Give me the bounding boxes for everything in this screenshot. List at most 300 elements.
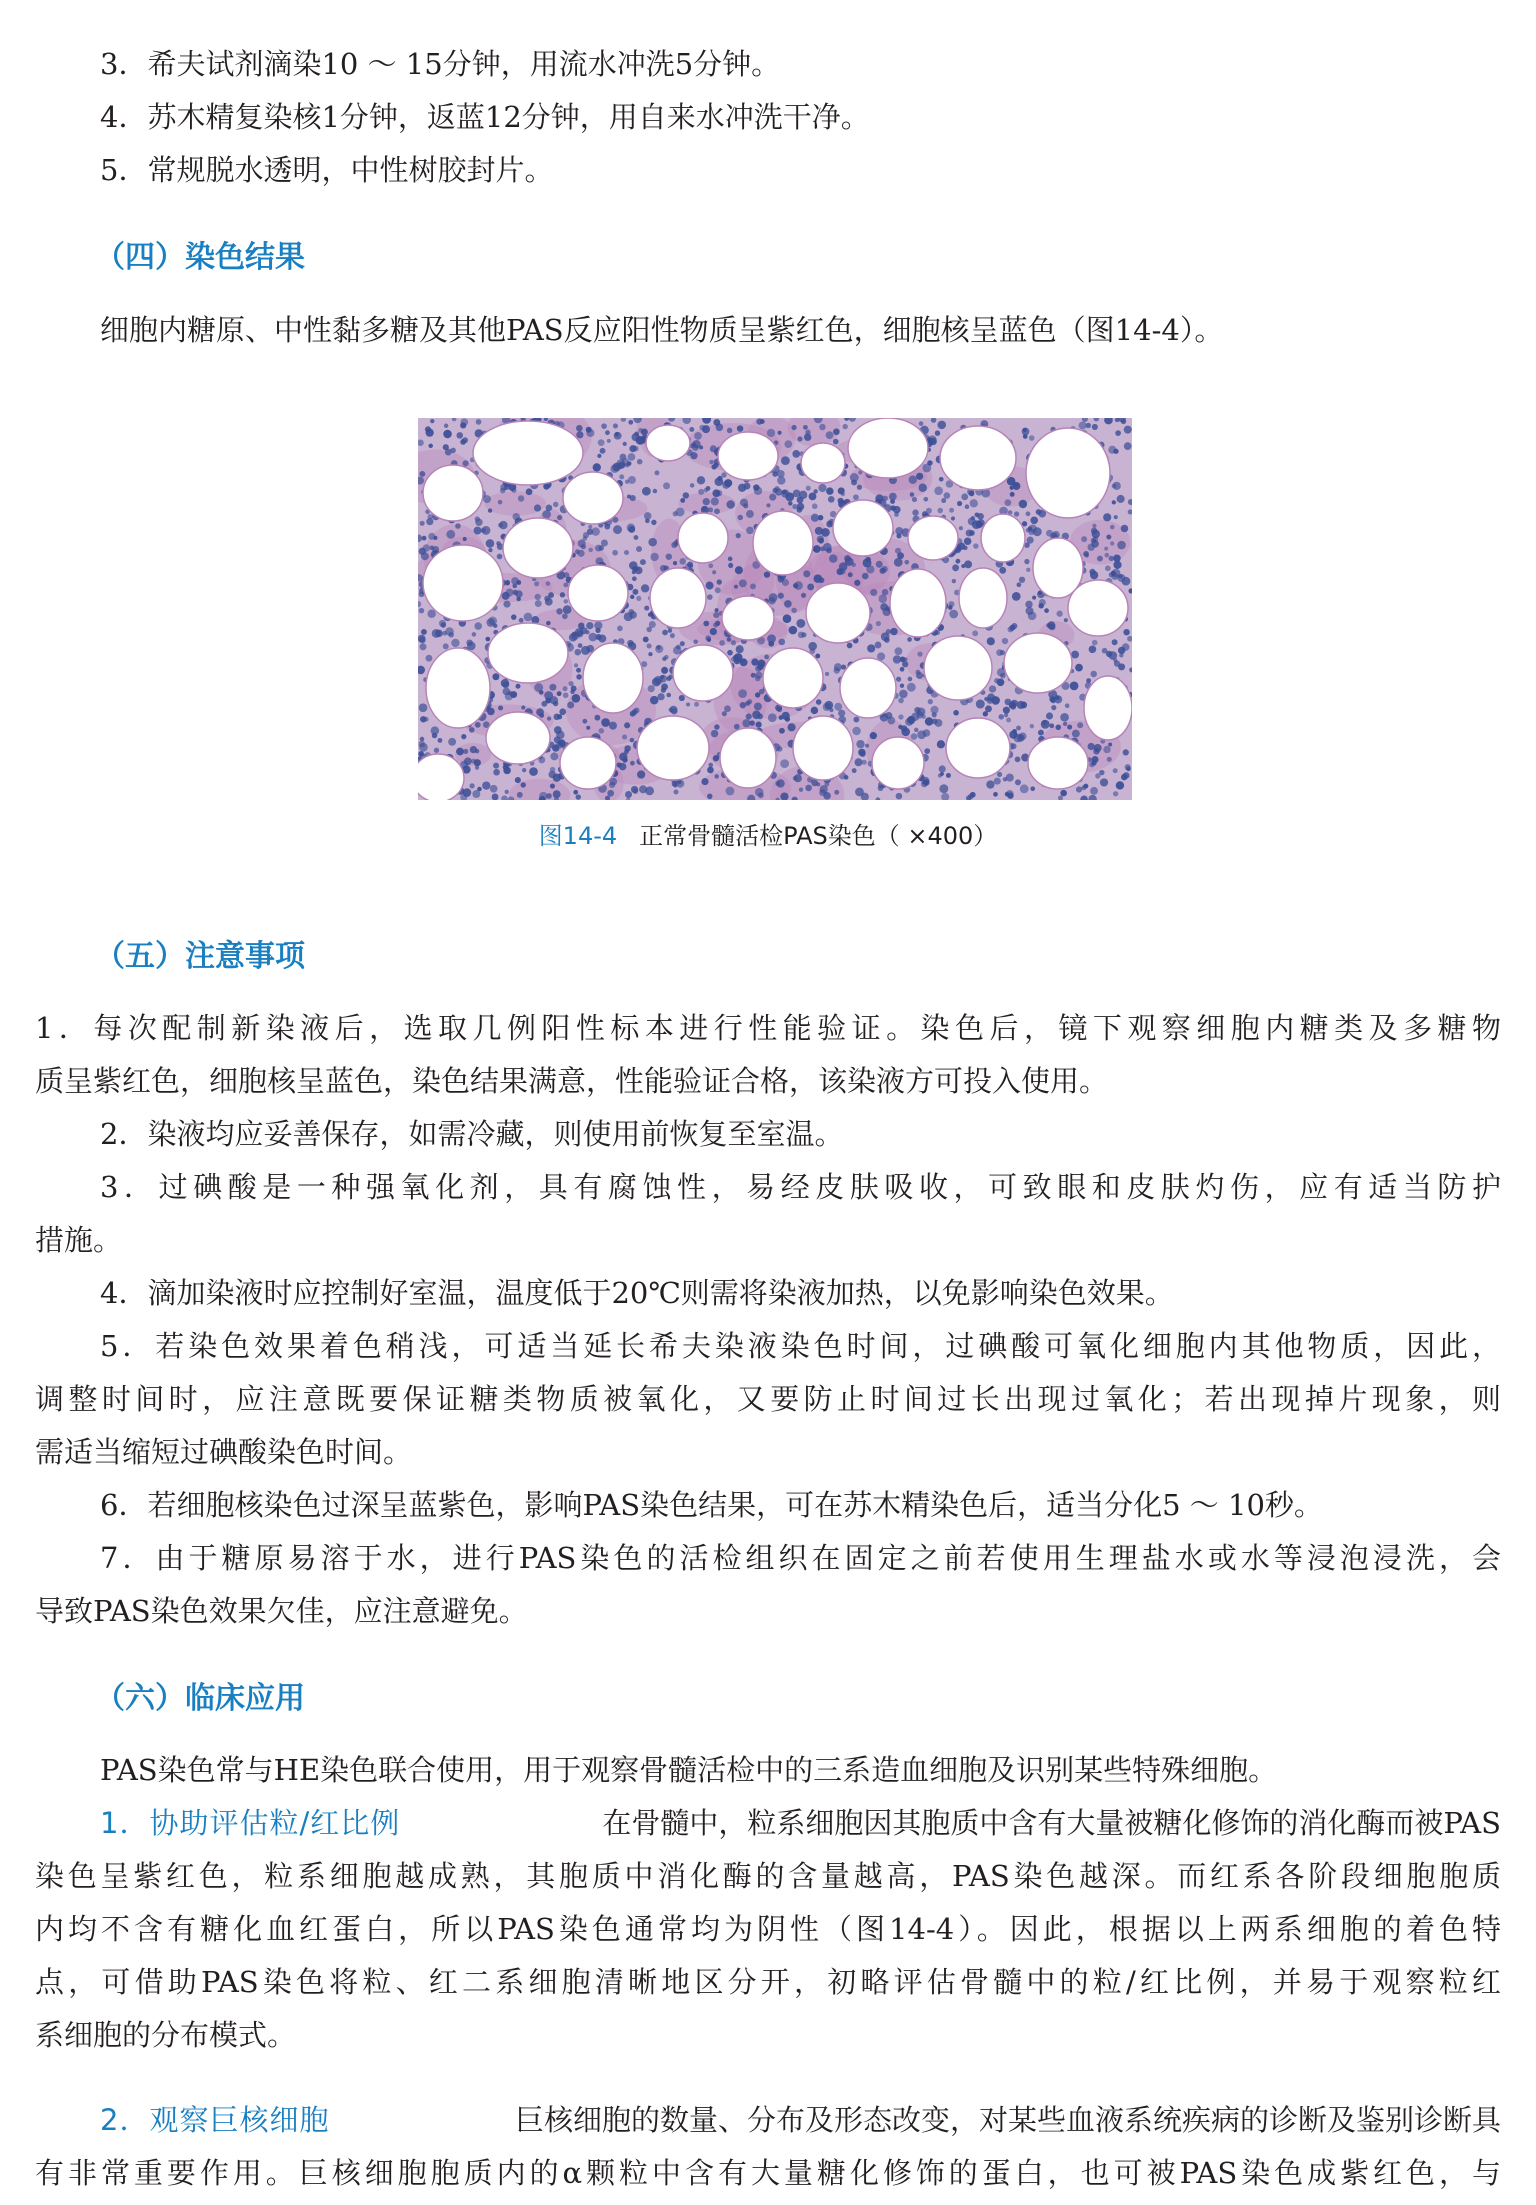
cell-nucleus (670, 633, 675, 638)
cell-nucleus (493, 763, 499, 769)
fat-vacuole (720, 728, 776, 788)
sub2-first-line (100, 2098, 1501, 2142)
cell-nucleus (630, 495, 636, 501)
cell-nucleus (622, 757, 627, 762)
cell-nucleus (935, 430, 940, 435)
cell-nucleus (1113, 561, 1121, 569)
cell-nucleus (1114, 515, 1118, 519)
cell-nucleus (1049, 624, 1056, 631)
cell-nucleus (455, 523, 461, 529)
cell-nucleus (622, 734, 627, 739)
cell-nucleus (965, 504, 970, 509)
cell-nucleus (645, 786, 654, 795)
cell-nucleus (576, 674, 582, 680)
cell-nucleus (430, 546, 435, 551)
cell-nucleus (438, 738, 443, 743)
fat-vacuole (1026, 428, 1110, 518)
cell-nucleus (743, 483, 750, 490)
cell-nucleus (714, 508, 720, 514)
cell-nucleus (647, 643, 652, 648)
cell-nucleus (482, 781, 490, 789)
cell-nucleus (598, 439, 605, 446)
cell-nucleus (977, 513, 984, 520)
cell-nucleus (475, 516, 480, 521)
cell-nucleus (624, 745, 630, 751)
cell-nucleus (1006, 774, 1014, 782)
cell-nucleus (680, 498, 685, 503)
cell-nucleus (1012, 592, 1021, 601)
cell-nucleus (586, 622, 593, 629)
cell-nucleus (834, 703, 842, 711)
cell-nucleus (460, 439, 466, 445)
cell-nucleus (706, 582, 714, 590)
cell-nucleus (1106, 535, 1111, 540)
cell-nucleus (613, 525, 622, 534)
cell-nucleus (556, 608, 562, 614)
cell-nucleus (1103, 746, 1110, 753)
cell-nucleus (562, 613, 568, 619)
cell-nucleus (784, 440, 792, 448)
cell-nucleus (564, 572, 570, 578)
cell-nucleus (806, 486, 811, 491)
cell-nucleus (515, 684, 520, 689)
cell-nucleus (1015, 779, 1021, 785)
cell-nucleus (1044, 608, 1049, 613)
cell-nucleus (946, 773, 951, 778)
cell-nucleus (505, 580, 510, 585)
cell-nucleus (689, 427, 694, 432)
cell-nucleus (418, 741, 425, 748)
step-3: 3．希夫试剂滴染10 ～ 15分钟，用流水冲洗5分钟。 (100, 47, 781, 81)
cell-nucleus (497, 554, 503, 560)
cell-nucleus (690, 452, 697, 459)
cell-nucleus (1029, 524, 1037, 532)
cell-nucleus (841, 664, 846, 669)
cell-nucleus (876, 561, 883, 568)
cell-nucleus (997, 678, 1005, 686)
note-line: 3．过碘酸是一种强氧化剂，具有腐蚀性，易经皮肤吸收，可致眼和皮肤灼伤，应有适当防护 (100, 1170, 1501, 1204)
cell-nucleus (650, 553, 658, 561)
cell-nucleus (463, 749, 468, 754)
sub1-line: 系细胞的分布模式。 (35, 2018, 297, 2052)
cell-nucleus (661, 667, 668, 674)
cell-nucleus (918, 484, 926, 492)
cell-nucleus (818, 515, 823, 520)
cell-nucleus (1063, 722, 1067, 726)
cell-nucleus (970, 499, 978, 507)
cell-nucleus (726, 500, 734, 508)
cell-nucleus (469, 727, 475, 733)
cell-nucleus (550, 752, 558, 760)
cell-nucleus (1038, 730, 1044, 736)
cell-nucleus (1105, 565, 1111, 571)
cell-nucleus (791, 425, 796, 430)
cell-nucleus (521, 782, 526, 787)
cell-nucleus (738, 689, 747, 698)
cell-nucleus (708, 563, 713, 568)
cell-nucleus (1104, 547, 1108, 551)
cell-nucleus (738, 515, 744, 521)
cell-nucleus (598, 728, 604, 734)
fat-vacuole (981, 514, 1025, 562)
figure-label: 图14-4 (538, 822, 618, 850)
cell-nucleus (997, 772, 1002, 777)
cell-nucleus (628, 476, 636, 484)
cell-nucleus (601, 540, 608, 547)
cell-nucleus (612, 550, 618, 556)
cell-nucleus (516, 597, 521, 602)
cell-nucleus (419, 703, 428, 712)
cell-nucleus (727, 650, 733, 656)
cell-nucleus (863, 558, 872, 567)
cell-nucleus (880, 603, 888, 611)
cell-nucleus (666, 693, 671, 698)
cell-nucleus (648, 538, 657, 547)
cell-nucleus (485, 637, 490, 642)
cell-nucleus (707, 638, 711, 642)
cell-nucleus (878, 595, 887, 604)
cell-nucleus (917, 651, 922, 656)
cell-nucleus (1115, 430, 1121, 436)
cell-nucleus (848, 572, 853, 577)
cell-nucleus (637, 770, 645, 778)
cell-nucleus (420, 716, 426, 722)
cell-nucleus (1076, 786, 1082, 792)
cell-nucleus (726, 787, 735, 796)
cell-nucleus (838, 710, 845, 717)
cell-nucleus (516, 580, 521, 585)
cell-nucleus (640, 559, 646, 565)
cell-nucleus (654, 470, 659, 475)
cell-nucleus (746, 527, 754, 535)
cell-nucleus (632, 709, 638, 715)
cell-nucleus (1079, 422, 1087, 430)
cell-nucleus (578, 643, 583, 648)
cell-nucleus (519, 618, 524, 623)
cell-nucleus (890, 628, 897, 635)
cell-nucleus (787, 723, 795, 731)
cell-nucleus (619, 474, 624, 479)
cell-nucleus (475, 722, 481, 728)
cell-nucleus (958, 543, 965, 550)
cell-nucleus (622, 458, 629, 465)
cell-nucleus (985, 705, 992, 712)
cell-nucleus (727, 637, 731, 641)
fat-vacuole (1028, 737, 1088, 789)
cell-nucleus (573, 790, 578, 795)
cell-nucleus (1109, 556, 1114, 561)
cell-nucleus (714, 724, 720, 730)
cell-nucleus (553, 714, 560, 721)
cell-nucleus (746, 713, 752, 719)
cell-nucleus (492, 673, 499, 680)
cell-nucleus (542, 510, 551, 519)
cell-nucleus (692, 440, 700, 448)
section-heading-results: （四）染色结果 (95, 240, 305, 275)
cell-nucleus (1090, 787, 1098, 795)
cell-nucleus (474, 622, 482, 630)
cell-nucleus (987, 637, 995, 645)
cell-nucleus (1017, 582, 1022, 587)
stroma-patch (484, 491, 546, 516)
cell-nucleus (1030, 786, 1035, 791)
cell-nucleus (986, 780, 994, 788)
cell-nucleus (939, 784, 948, 793)
cell-nucleus (927, 460, 932, 465)
cell-nucleus (914, 728, 919, 733)
cell-nucleus (898, 698, 904, 704)
cell-nucleus (909, 475, 917, 483)
cell-nucleus (907, 637, 912, 642)
cell-nucleus (1085, 553, 1089, 557)
cell-nucleus (632, 589, 638, 595)
cell-nucleus (518, 495, 524, 501)
cell-nucleus (1056, 611, 1062, 617)
cell-nucleus (736, 533, 741, 538)
cell-nucleus (755, 676, 761, 682)
cell-nucleus (1028, 611, 1037, 620)
cell-nucleus (636, 596, 641, 601)
cell-nucleus (707, 594, 713, 600)
cell-nucleus (1019, 500, 1027, 508)
cell-nucleus (766, 503, 770, 507)
cell-nucleus (1054, 695, 1062, 703)
cell-nucleus (582, 719, 587, 724)
cell-nucleus (679, 695, 685, 701)
cell-nucleus (534, 581, 539, 586)
cell-nucleus (818, 538, 824, 544)
cell-nucleus (1126, 767, 1131, 772)
cell-nucleus (604, 524, 610, 530)
cell-nucleus (1015, 756, 1021, 762)
cell-nucleus (769, 494, 776, 501)
sub1-title: 1．协助评估粒/红比例 (100, 1806, 401, 1840)
cell-nucleus (876, 621, 881, 626)
cell-nucleus (456, 432, 463, 439)
cell-nucleus (855, 787, 864, 796)
cell-nucleus (838, 498, 844, 504)
cell-nucleus (463, 460, 469, 466)
fat-vacuole (840, 658, 896, 718)
cell-nucleus (698, 489, 704, 495)
cell-nucleus (932, 718, 938, 724)
cell-nucleus (1089, 569, 1095, 575)
cell-nucleus (1112, 569, 1121, 578)
note-line: 调整时间时，应注意既要保证糖类物质被氧化，又要防止时间过长出现过氧化；若出现掉片现象，则 (35, 1382, 1501, 1416)
cell-nucleus (751, 658, 758, 665)
cell-nucleus (572, 694, 581, 703)
cell-nucleus (563, 692, 569, 698)
cell-nucleus (852, 768, 857, 773)
cell-nucleus (673, 561, 677, 565)
cell-nucleus (446, 530, 455, 539)
cell-nucleus (799, 788, 803, 792)
cell-nucleus (535, 600, 542, 607)
cell-nucleus (1055, 725, 1061, 731)
cell-nucleus (767, 429, 775, 437)
cell-nucleus (1022, 428, 1030, 436)
cell-nucleus (961, 493, 968, 500)
cell-nucleus (1046, 712, 1053, 719)
cell-nucleus (784, 600, 792, 608)
cell-nucleus (534, 683, 543, 692)
cell-nucleus (1075, 664, 1083, 672)
cell-nucleus (586, 427, 592, 433)
cell-nucleus (1026, 511, 1031, 516)
cell-nucleus (1110, 541, 1114, 545)
note-line: 措施。 (35, 1223, 123, 1257)
cell-nucleus (463, 788, 472, 797)
cell-nucleus (612, 463, 621, 472)
cell-nucleus (503, 601, 510, 608)
cell-nucleus (515, 777, 521, 783)
cell-nucleus (898, 714, 903, 719)
cell-nucleus (1009, 625, 1015, 631)
cell-nucleus (547, 716, 551, 720)
cell-nucleus (735, 566, 743, 574)
cell-nucleus (568, 681, 573, 686)
cell-nucleus (999, 567, 1006, 574)
cell-nucleus (524, 613, 533, 622)
cell-nucleus (719, 640, 725, 646)
cell-nucleus (944, 492, 951, 499)
cell-nucleus (1090, 671, 1096, 677)
cell-nucleus (576, 431, 583, 438)
cell-nucleus (619, 763, 626, 770)
cell-nucleus (973, 543, 978, 548)
cell-nucleus (754, 702, 762, 710)
cell-nucleus (714, 477, 723, 486)
cell-nucleus (739, 579, 747, 587)
cell-nucleus (1011, 743, 1017, 749)
cell-nucleus (1116, 781, 1124, 789)
cell-nucleus (896, 533, 901, 538)
cell-nucleus (829, 554, 837, 562)
cell-nucleus (816, 699, 822, 705)
cell-nucleus (498, 705, 503, 710)
cell-nucleus (764, 655, 769, 660)
cell-nucleus (716, 424, 724, 432)
cell-nucleus (657, 693, 664, 700)
cell-nucleus (752, 710, 761, 719)
cell-nucleus (529, 767, 538, 776)
cell-nucleus (710, 628, 717, 635)
cell-nucleus (715, 587, 721, 593)
cell-nucleus (697, 476, 705, 484)
cell-nucleus (707, 767, 714, 774)
cell-nucleus (884, 637, 890, 643)
cell-nucleus (474, 527, 482, 535)
sub1-first-text: 在骨髓中，粒系细胞因其胞质中含有大量被糖化修饰的消化酶而被PAS (602, 1806, 1501, 1840)
cell-nucleus (952, 564, 959, 571)
cell-nucleus (624, 612, 633, 621)
cell-nucleus (1009, 701, 1016, 708)
cell-nucleus (724, 705, 731, 712)
cell-nucleus (1089, 645, 1097, 653)
cell-nucleus (750, 583, 756, 589)
cell-nucleus (563, 686, 568, 691)
cell-nucleus (623, 442, 627, 446)
cell-nucleus (736, 645, 744, 653)
step-4: 4．苏木精复染核1分钟，返蓝12分钟，用自来水冲洗干净。 (100, 100, 870, 134)
cell-nucleus (419, 608, 425, 614)
cell-nucleus (471, 759, 476, 764)
cell-nucleus (777, 707, 782, 712)
cell-nucleus (964, 560, 972, 568)
cell-nucleus (912, 497, 917, 502)
cell-nucleus (715, 608, 719, 612)
results-paragraph: 细胞内糖原、中性黏多糖及其他PAS反应阳性物质呈紫红色，细胞核呈蓝色（图14-4）。 (100, 313, 1224, 347)
sub2-line: 有非常重要作用。巨核细胞胞质内的α颗粒中含有大量糖化修饰的蛋白，也可被PAS染色成紫红色，与 (35, 2156, 1501, 2190)
fat-vacuole (908, 516, 958, 560)
cell-nucleus (419, 637, 425, 643)
cell-nucleus (617, 626, 623, 632)
cell-nucleus (586, 726, 590, 730)
cell-nucleus (1013, 733, 1022, 742)
cell-nucleus (661, 687, 666, 692)
cell-nucleus (707, 794, 713, 800)
cell-nucleus (856, 740, 864, 748)
cell-nucleus (426, 429, 434, 437)
cell-nucleus (955, 559, 960, 564)
cell-nucleus (816, 782, 820, 786)
cell-nucleus (850, 473, 859, 482)
cell-nucleus (753, 484, 759, 490)
cell-nucleus (900, 667, 905, 672)
cell-nucleus (809, 492, 817, 500)
cell-nucleus (949, 610, 958, 619)
cell-nucleus (472, 790, 480, 798)
cell-nucleus (896, 793, 903, 800)
fat-vacuole (722, 596, 774, 640)
cell-nucleus (703, 498, 710, 505)
cell-nucleus (789, 626, 798, 635)
cell-nucleus (1092, 524, 1096, 528)
cell-nucleus (870, 732, 877, 739)
figure-caption (0, 818, 1536, 854)
cell-nucleus (842, 424, 847, 429)
micrograph-figure (418, 418, 1132, 800)
cell-nucleus (823, 703, 831, 711)
cell-nucleus (923, 497, 928, 502)
cell-nucleus (624, 722, 630, 728)
cell-nucleus (641, 429, 648, 436)
cell-nucleus (546, 621, 551, 626)
cell-nucleus (781, 456, 790, 465)
cell-nucleus (421, 629, 427, 635)
cell-nucleus (727, 428, 733, 434)
cell-nucleus (421, 552, 429, 560)
cell-nucleus (557, 691, 562, 696)
cell-nucleus (420, 737, 425, 742)
cell-nucleus (422, 536, 427, 541)
cell-nucleus (792, 504, 797, 509)
cell-nucleus (934, 486, 943, 495)
cell-nucleus (1122, 643, 1130, 651)
cell-nucleus (1107, 757, 1112, 762)
cell-nucleus (938, 774, 942, 778)
cell-nucleus (550, 783, 555, 788)
cell-nucleus (502, 592, 510, 600)
cell-nucleus (751, 673, 756, 678)
cell-nucleus (798, 632, 805, 639)
cell-nucleus (993, 792, 998, 797)
cell-nucleus (834, 790, 839, 795)
cell-nucleus (862, 760, 867, 765)
cell-nucleus (1091, 528, 1097, 534)
cell-nucleus (600, 448, 606, 454)
cell-nucleus (941, 498, 946, 503)
